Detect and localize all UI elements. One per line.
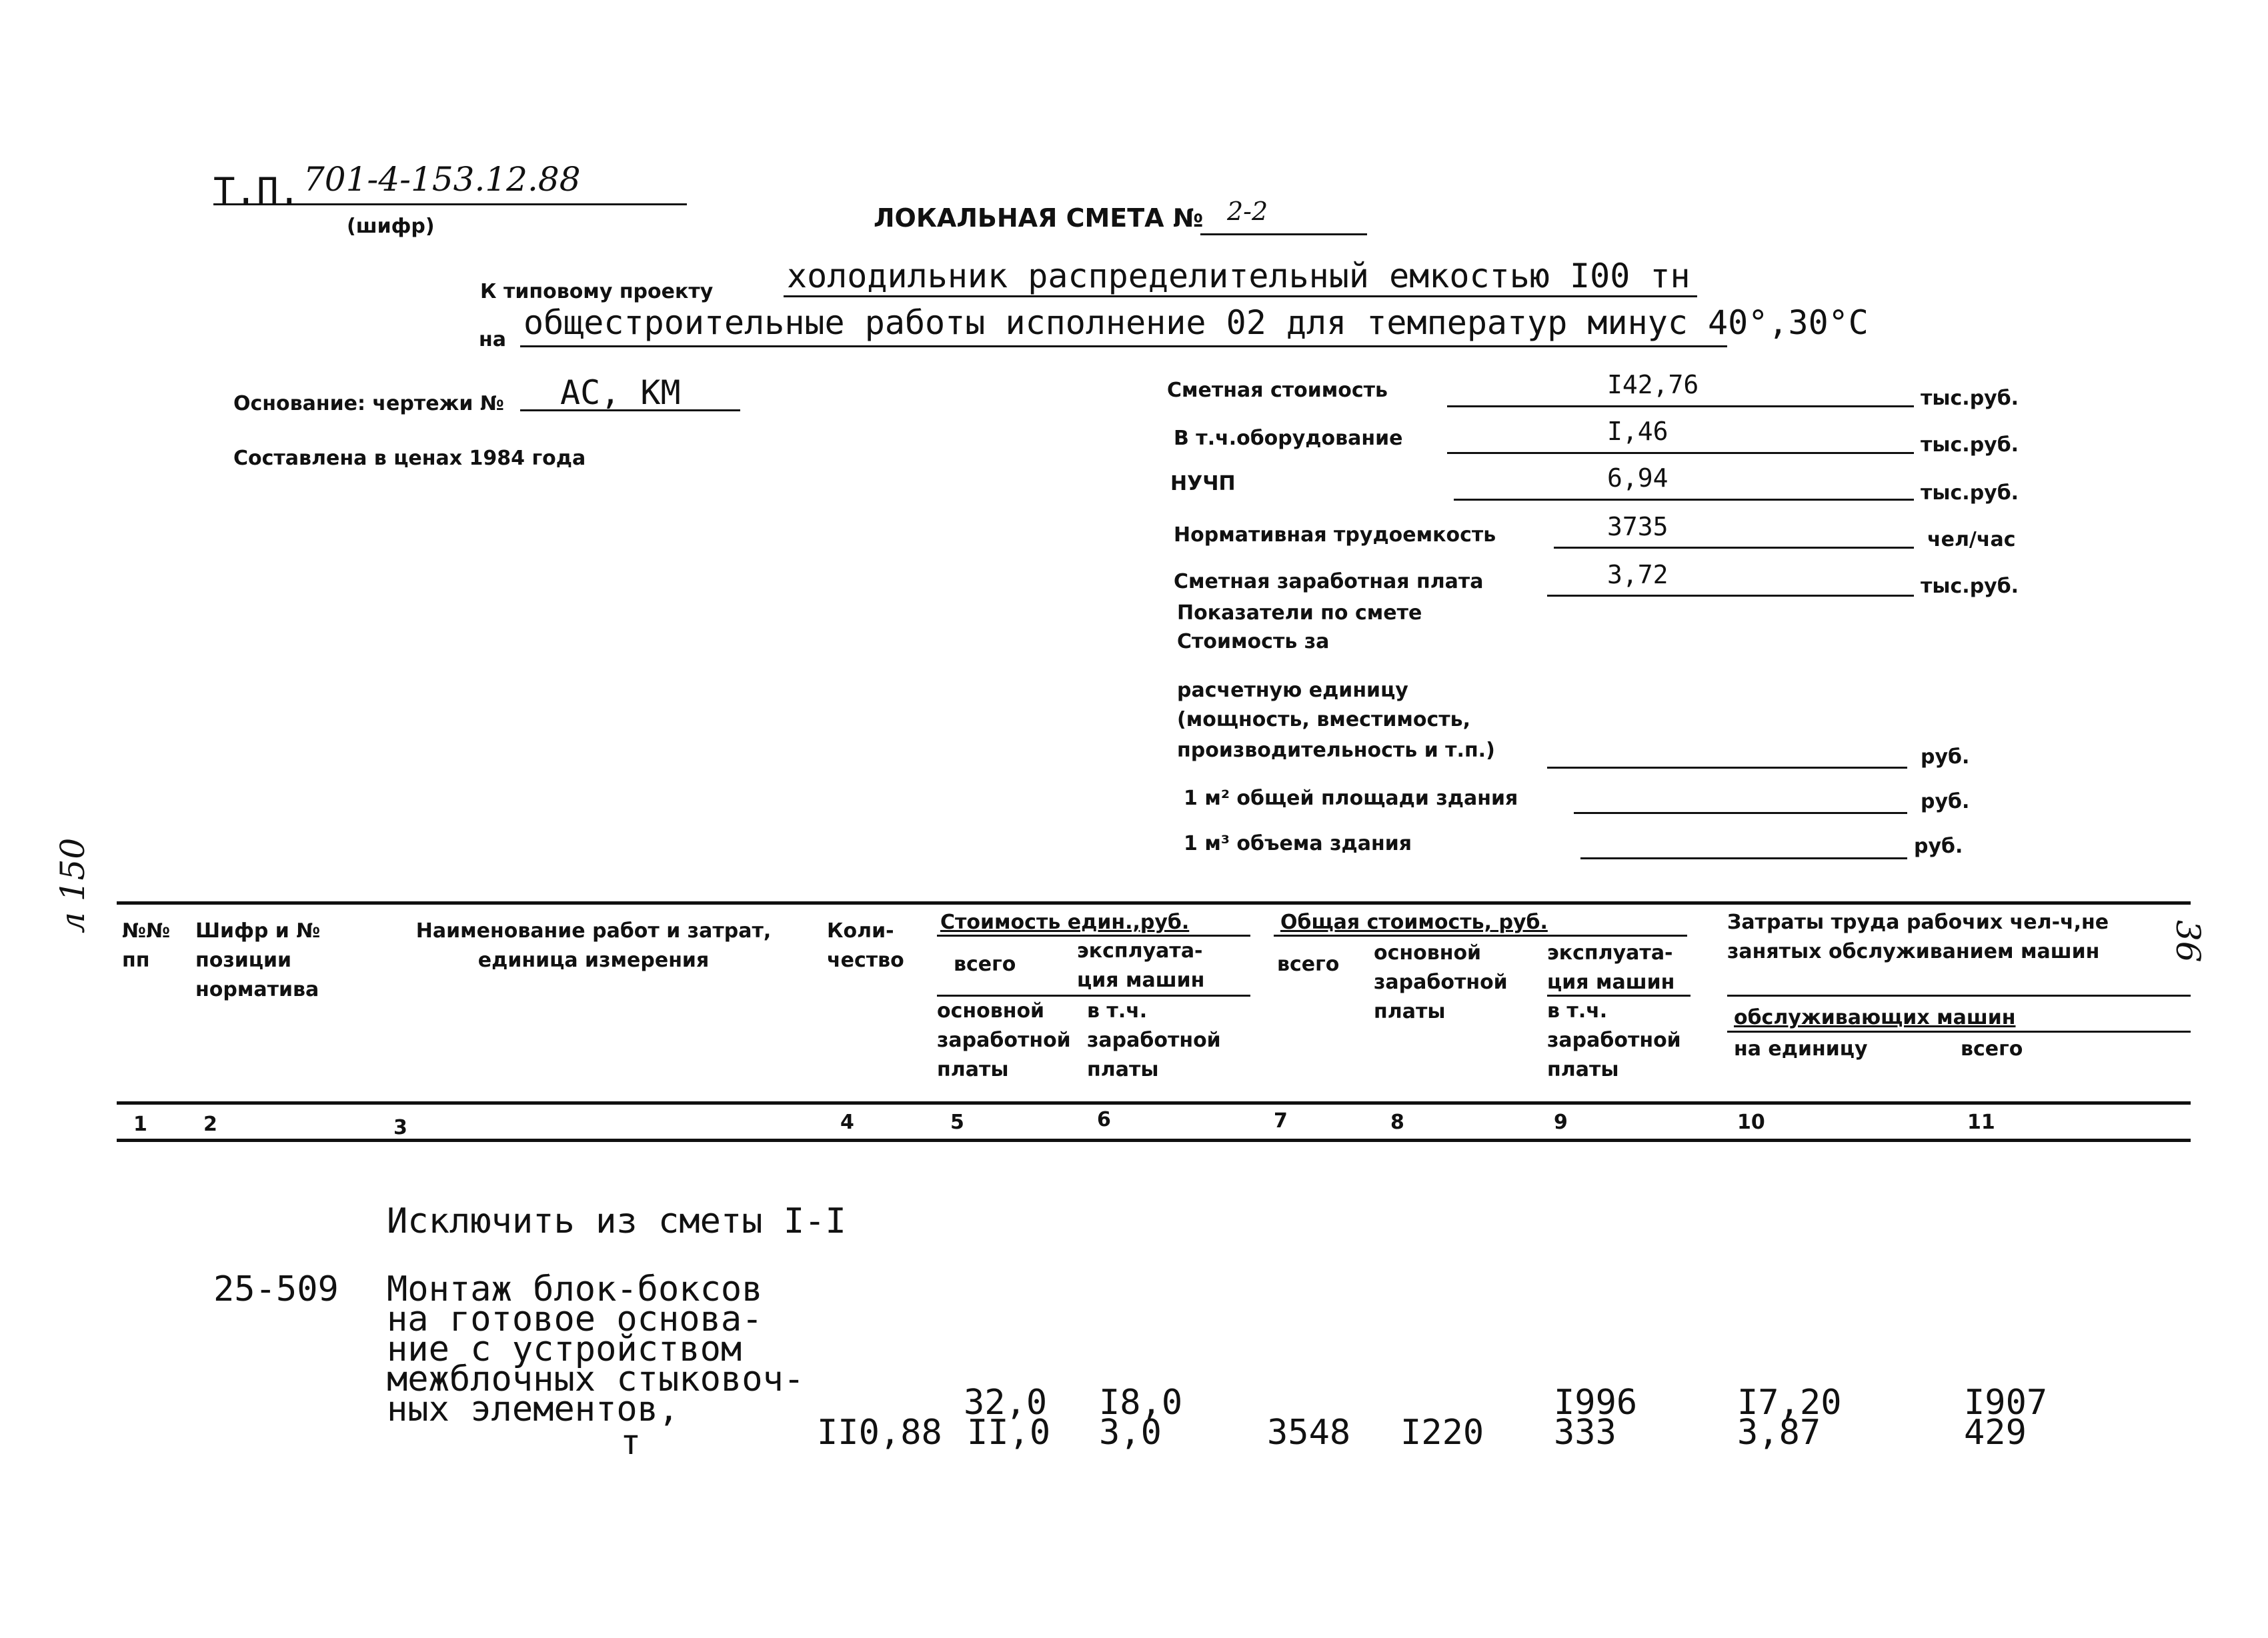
column-numbers-rule bbox=[117, 1139, 2191, 1142]
row-c9-bot: 333 bbox=[1554, 1413, 1616, 1453]
colnum-10: 10 bbox=[1737, 1111, 1765, 1134]
header-c11: всего bbox=[1961, 1037, 2023, 1061]
row-name-line-4: межблочных стыковоч- bbox=[387, 1359, 805, 1399]
tp-code: 701-4-153.12.88 bbox=[303, 160, 581, 199]
summary-unit-labor: чел/час bbox=[1927, 528, 2016, 551]
indicators-rub-3: руб. bbox=[1914, 835, 1963, 858]
row-c7: 3548 bbox=[1267, 1413, 1351, 1453]
header-unit-cost-total: всего bbox=[954, 953, 1016, 976]
summary-label-labor: Нормативная трудоемкость bbox=[1174, 523, 1496, 547]
indicators-line-volume bbox=[1580, 857, 1907, 859]
row-c6-bot: 3,0 bbox=[1099, 1413, 1162, 1453]
colnum-2: 2 bbox=[203, 1113, 217, 1136]
header-labor: Затраты труда рабочих чел-ч,не занятых обслуживанием машин bbox=[1727, 911, 2109, 963]
colnum-5: 5 bbox=[950, 1111, 964, 1134]
works-name: общестроительные работы исполнение 02 для температур минус 40°,30°С bbox=[523, 303, 1869, 342]
basis-label: Основание: чертежи № bbox=[233, 392, 504, 415]
tp-underline bbox=[213, 203, 687, 205]
compiled-note: Составлена в ценах 1984 года bbox=[233, 447, 586, 470]
summary-line-wage bbox=[1547, 595, 1914, 597]
indicators-capacity: (мощность, вместимость, bbox=[1177, 708, 1471, 731]
basis-value: АС, КМ bbox=[560, 373, 681, 412]
summary-value-cost: I42,76 bbox=[1607, 370, 1699, 399]
cipher-label: (шифр) bbox=[347, 215, 435, 238]
summary-unit-nuchp: тыс.руб. bbox=[1921, 481, 2019, 505]
row-c6-top: I8,0 bbox=[1099, 1383, 1183, 1423]
header-col-2: Шифр и № позиции норматива bbox=[195, 919, 321, 1001]
indicators-rub-2: руб. bbox=[1921, 790, 1970, 813]
header-c10: на единицу bbox=[1734, 1037, 1868, 1061]
header-col-3: Наименование работ и затрат, единица измерения bbox=[415, 919, 772, 972]
colnum-3: 3 bbox=[393, 1116, 407, 1139]
summary-label-cost: Сметная стоимость bbox=[1167, 379, 1388, 402]
header-total-cost: Общая стоимость, руб. bbox=[1280, 911, 1548, 934]
row-name-line-3: ние с устройством bbox=[387, 1329, 742, 1369]
row-name-line-1: Монтаж блок-боксов bbox=[387, 1269, 763, 1309]
summary-line-nuchp bbox=[1454, 499, 1914, 501]
colnum-11: 11 bbox=[1967, 1111, 1995, 1134]
header-c9-sub: в т.ч. заработной платы bbox=[1547, 999, 1681, 1081]
header-c5-sub: основной заработной платы bbox=[937, 999, 1071, 1081]
labor-sub-rule bbox=[1727, 1031, 2191, 1033]
summary-line-labor bbox=[1554, 547, 1914, 549]
header-col-1: №№ пп bbox=[122, 919, 171, 972]
summary-unit-equipment: тыс.руб. bbox=[1921, 433, 2019, 457]
summary-value-labor: 3735 bbox=[1607, 512, 1668, 541]
summary-label-equipment: В т.ч.оборудование bbox=[1174, 427, 1403, 450]
summary-label-nuchp: НУЧП bbox=[1170, 472, 1236, 495]
header-col-4: Коли-чество bbox=[827, 919, 904, 972]
row-c9-top: I996 bbox=[1554, 1383, 1638, 1423]
table-top-rule bbox=[117, 901, 2191, 905]
section-title: Исключить из сметы I-I bbox=[387, 1201, 846, 1241]
summary-value-equipment: I,46 bbox=[1607, 417, 1668, 446]
summary-line-equipment bbox=[1447, 452, 1914, 454]
row-c5-top: 32,0 bbox=[964, 1383, 1048, 1423]
row-c11-top: I907 bbox=[1964, 1383, 2048, 1423]
header-c7: всего bbox=[1277, 953, 1340, 976]
colnum-7: 7 bbox=[1274, 1109, 1288, 1133]
project-name-underline bbox=[784, 295, 1697, 297]
indicators-title: Показатели по смете bbox=[1177, 601, 1422, 625]
basis-underline bbox=[520, 409, 740, 411]
summary-label-wage: Сметная заработная плата bbox=[1174, 570, 1484, 593]
row-unit: т bbox=[620, 1423, 642, 1463]
total-cost-rule bbox=[1274, 935, 1687, 937]
summary-value-nuchp: 6,94 bbox=[1607, 463, 1668, 493]
indicators-line-area bbox=[1574, 812, 1907, 814]
row-name-line-5: ных элементов, bbox=[387, 1389, 680, 1429]
indicators-productivity: производительность и т.п.) bbox=[1177, 739, 1495, 762]
project-name: холодильник распределительный емкостью I00 тн bbox=[787, 257, 1690, 295]
header-c9: эксплуата-ция машин bbox=[1547, 941, 1675, 994]
row-code: 25-509 bbox=[213, 1269, 339, 1309]
margin-note-left: л 150 bbox=[53, 837, 92, 933]
colnum-6: 6 bbox=[1097, 1108, 1111, 1131]
table-header-bottom-rule bbox=[117, 1101, 2191, 1105]
header-c8: основной заработной платы bbox=[1374, 941, 1508, 1023]
summary-line-cost bbox=[1447, 405, 1914, 407]
colnum-8: 8 bbox=[1390, 1111, 1404, 1134]
estimate-number: 2-2 bbox=[1227, 197, 1268, 226]
estimate-number-underline bbox=[1200, 233, 1367, 235]
row-name-line-2: на готовое основа- bbox=[387, 1299, 763, 1339]
labor-rule bbox=[1727, 995, 2191, 997]
row-c10-top: I7,20 bbox=[1737, 1383, 1842, 1423]
header-labor-sub: обслуживающих машин bbox=[1734, 1006, 2016, 1029]
works-name-underline bbox=[520, 345, 1727, 347]
header-unit-cost-machines: эксплуата-ция машин bbox=[1077, 939, 1205, 992]
colnum-4: 4 bbox=[840, 1111, 854, 1134]
indicators-unit: расчетную единицу bbox=[1177, 679, 1408, 702]
tp-prefix: Т.П. bbox=[213, 170, 301, 212]
row-qty: II0,88 bbox=[817, 1413, 942, 1453]
summary-value-wage: 3,72 bbox=[1607, 560, 1668, 589]
indicators-area: 1 м² общей площади здания bbox=[1184, 787, 1518, 810]
indicators-line-unit bbox=[1547, 767, 1907, 769]
project-label: К типовому проекту bbox=[480, 280, 714, 303]
row-c10-bot: 3,87 bbox=[1737, 1413, 1821, 1453]
indicators-rub-1: руб. bbox=[1921, 745, 1970, 769]
colnum-9: 9 bbox=[1554, 1111, 1568, 1134]
summary-unit-wage: тыс.руб. bbox=[1921, 575, 2019, 598]
works-label: на bbox=[479, 328, 506, 351]
header-unit-cost: Стоимость един.,руб. bbox=[940, 911, 1190, 934]
margin-note-right: 36 bbox=[2169, 920, 2207, 963]
row-c8: I220 bbox=[1400, 1413, 1484, 1453]
indicators-cost-per: Стоимость за bbox=[1177, 630, 1330, 653]
colnum-1: 1 bbox=[133, 1113, 147, 1136]
document-title: ЛОКАЛЬНАЯ СМЕТА № bbox=[874, 203, 1204, 233]
summary-unit-cost: тыс.руб. bbox=[1921, 387, 2019, 410]
row-c11-bot: 429 bbox=[1964, 1413, 2027, 1453]
indicators-volume: 1 м³ объема здания bbox=[1184, 832, 1412, 855]
row-c5-bot: II,0 bbox=[967, 1413, 1051, 1453]
header-c6-sub: в т.ч. заработной платы bbox=[1087, 999, 1221, 1081]
